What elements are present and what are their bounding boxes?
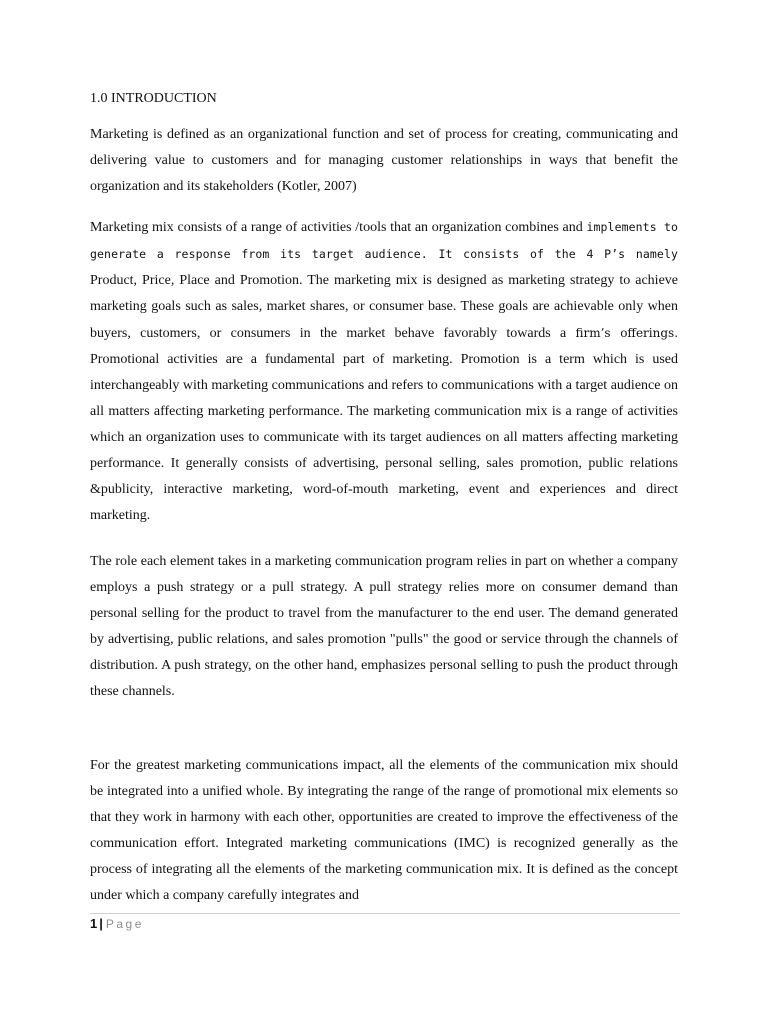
document-body: [90, 86, 678, 909]
paragraph-marketing-definition: Marketing is defined as an organizational function and set of process for creating, communicating and delivering value to customers and for managing customer relationships in ways that benefit the organization and its stakeholders (Kotler, 2007): [90, 127, 678, 194]
paragraph-marketing-mix: [90, 214, 678, 529]
paragraph-marketing-mix-part-c: Product, Price, Place and Promotion. The marketing mix is designed as marketing strategy to achieve marketing goals such as sales, market shares, or consumer base. These goals are achievable only when buyers, customers, or consumers in the market behave favorably towards a: [90, 273, 678, 341]
page-footer: [90, 916, 144, 932]
section-heading: 1.0 INTRODUCTION: [90, 91, 217, 106]
footer-separator: |: [99, 916, 103, 931]
paragraph-marketing-mix-part-d: firm’s offerings.: [575, 326, 679, 340]
page-label: Page: [105, 917, 144, 931]
paragraph-marketing-mix-part-a: Marketing mix consists of a range of activities /tools that an organization combines and: [90, 220, 587, 235]
paragraph-marketing-mix-part-e: Promotional activities are a fundamental part of marketing. Promotion is a term which is used interchangeably with marketing communications and refers to communications with a target audience on all matters affecting marketing performance. The marketing communication mix is a range of activities which an organization uses to communicate with its target audiences on all matters affecting marketing performance. It generally consists of advertising, personal selling, sales promotion, public relations &publicity, interactive marketing, word-of-mouth marketing, event and experiences and direct marketing.: [90, 352, 678, 523]
page-number: 1: [90, 916, 98, 931]
paragraph-push-pull-strategy: The role each element takes in a marketing communication program relies in part on whether a company employs a push strategy or a pull strategy. A pull strategy relies more on consumer demand than personal selling for the product to travel from the manufacturer to the end user. The demand generated by advertising, public relations, and sales promotion "pulls" the good or service through the channels of distribution. A push strategy, on the other hand, emphasizes personal selling to push the product through these channels.: [90, 554, 678, 699]
paragraph-imc: For the greatest marketing communications impact, all the elements of the communication mix should be integrated into a unified whole. By integrating the range of the range of promotional mix elements so that they work in harmony with each other, opportunities are created to improve the effectiveness of the communication effort. Integrated marketing communications (IMC) is recognized generally as the process of integrating all the elements of the marketing communication mix. It is defined as the concept under which a company carefully integrates and: [90, 758, 678, 903]
footer-divider: [90, 913, 680, 914]
paragraph-marketing-mix-part-b: implements to generate a response from its target audience. It consists of the 4 P’s namely: [90, 220, 679, 261]
